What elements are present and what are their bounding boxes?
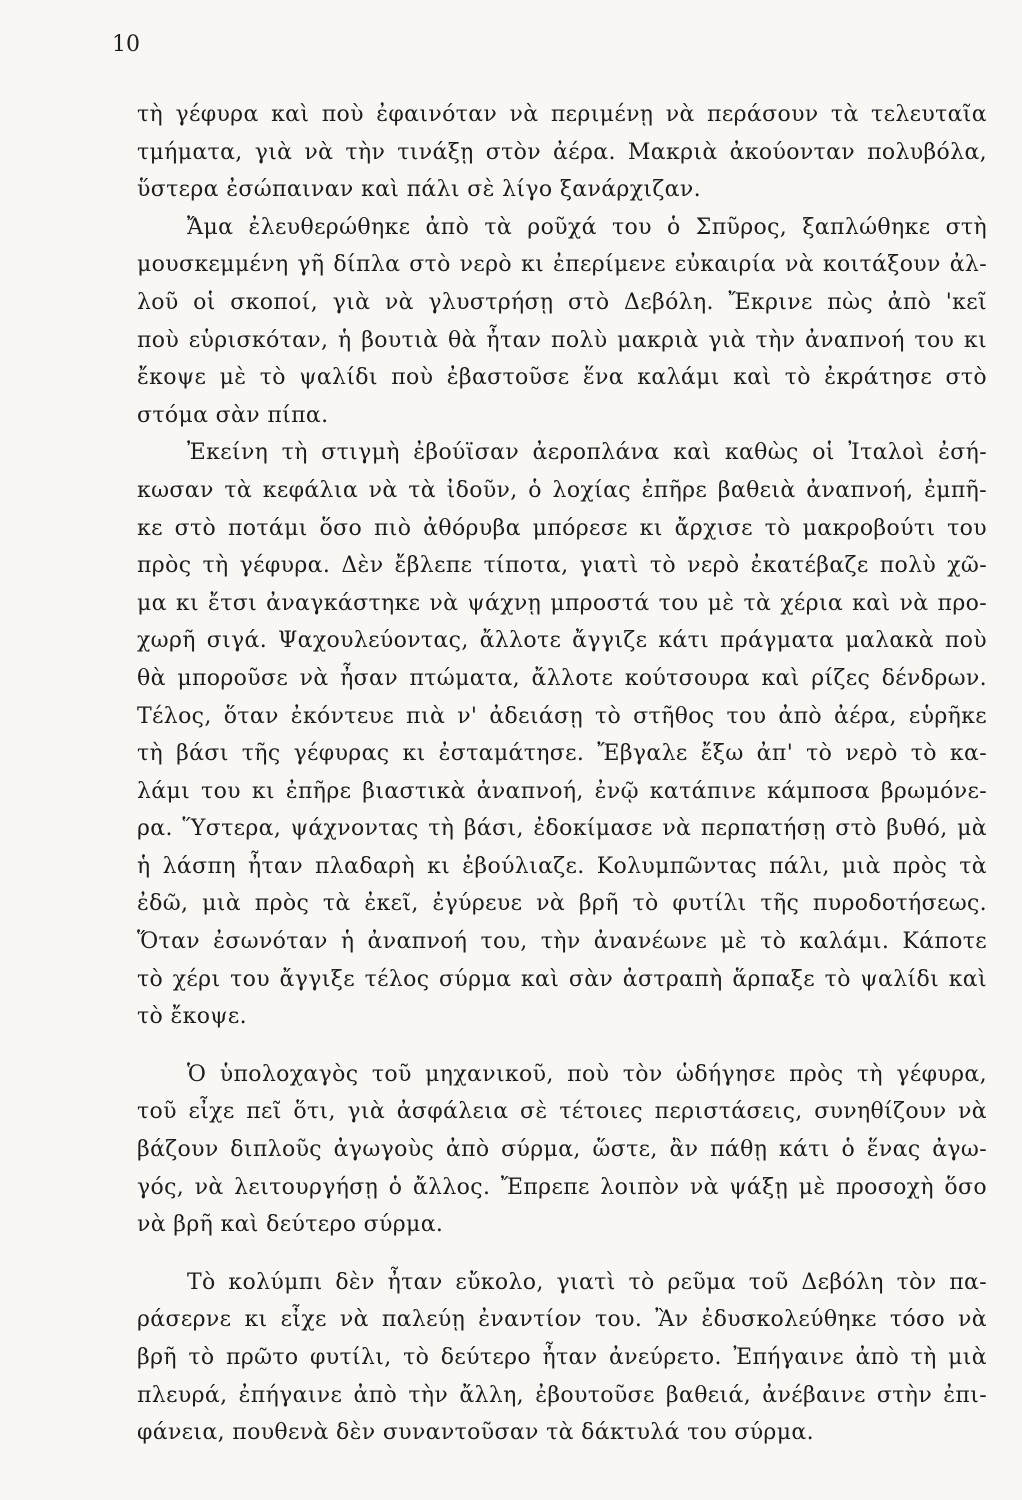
paragraph-gap <box>137 1244 987 1264</box>
paragraph <box>137 209 987 435</box>
paragraph <box>137 434 987 1036</box>
text-line: φάνεια, πουθενὰ δὲν συναντοῦσαν τὰ δάκτυλά του σύρμα. <box>137 1420 814 1446</box>
text-line: θὰ μποροῦσε νὰ ἦσαν πτώματα, ἄλλοτε κούτσουρα καὶ ρίζες δένδρων. <box>137 665 987 691</box>
text-line: τὸ ἔκοψε. <box>137 1004 248 1030</box>
text-line: λάμι του κι ἐπῆρε βιαστικὰ ἀναπνοή, ἐνῷ κατάπινε κάμποσα βρωμόνε- <box>137 778 987 804</box>
text-line: βάζουν διπλοῦς ἀγωγοὺς ἀπὸ σύρμα, ὥστε, ἂν πάθῃ κάτι ὁ ἕνας ἀγω- <box>137 1137 987 1163</box>
text-line: γός, νὰ λειτουργήσῃ ὁ ἄλλος. Ἔπρεπε λοιπὸν νὰ ψάξῃ μὲ προσοχὴ ὅσο <box>137 1174 987 1200</box>
paragraph <box>137 96 987 209</box>
text-line: Τὸ κολύμπι δὲν ἦταν εὔκολο, γιατὶ τὸ ρεῦμα τοῦ Δεβόλη τὸν πα- <box>187 1269 987 1295</box>
text-line: λοῦ οἱ σκοποί, γιὰ νὰ γλυστρήσῃ στὸ Δεβόλη. Ἔκρινε πὼς ἀπὸ 'κεῖ <box>137 289 987 315</box>
text-line: μουσκεμμένη γῆ δίπλα στὸ νερὸ κι ἐπερίμενε εὐκαιρία νὰ κοιτάξουν ἀλ- <box>137 252 987 278</box>
text-line: τὸ χέρι του ἄγγιξε τέλος σύρμα καὶ σὰν ἀστραπὴ ἅρπαξε τὸ ψαλίδι καὶ <box>137 966 987 992</box>
text-line: τὴ γέφυρα καὶ ποὺ ἐφαινόταν νὰ περιμένῃ νὰ περάσουν τὰ τελευταῖα <box>137 102 987 127</box>
text-line: μα κι ἔτσι ἀναγκάστηκε νὰ ψάχνῃ μπροστά του μὲ τὰ χέρια καὶ νὰ προ- <box>137 590 987 616</box>
paragraph-gap <box>137 1036 987 1056</box>
text-line: ἡ λάσπη ἦταν πλαδαρὴ κι ἐβούλιαζε. Κολυμπῶντας πάλι, μιὰ πρὸς τὰ <box>137 853 987 879</box>
text-line: ἔκοψε μὲ τὸ ψαλίδι ποὺ ἐβαστοῦσε ἕνα καλάμι καὶ τὸ ἐκράτησε στὸ <box>137 365 987 391</box>
text-line: Ὅταν ἐσωνόταν ἡ ἀναπνοή του, τὴν ἀνανέωνε μὲ τὸ καλάμι. Κάποτε <box>137 929 987 955</box>
page-number: 10 <box>112 32 140 57</box>
text-line: πρὸς τὴ γέφυρα. Δὲν ἔβλεπε τίποτα, γιατὶ τὸ νερὸ ἐκατέβαζε πολὺ χῶ- <box>137 553 987 579</box>
text-line: Τέλος, ὅταν ἐκόντευε πιὰ ν' ἀδειάσῃ τὸ στῆθος του ἀπὸ ἀέρα, εὑρῆκε <box>137 703 987 729</box>
text-line: ἐδῶ, μιὰ πρὸς τὰ ἐκεῖ, ἐγύρευε νὰ βρῆ τὸ φυτίλι τῆς πυροδοτήσεως. <box>137 891 987 917</box>
paragraph <box>137 1056 987 1244</box>
text-line: στόμα σὰν πίπα. <box>137 402 329 428</box>
text-line: ὕστερα ἐσώπαιναν καὶ πάλι σὲ λίγο ξανάρχιζαν. <box>137 177 701 203</box>
text-line: ράσερνε κι εἶχε νὰ παλεύῃ ἐναντίον του. Ἂν ἐδυσκολεύθηκε τόσο νὰ <box>137 1307 987 1333</box>
text-line: Ἄμα ἐλευθερώθηκε ἀπὸ τὰ ροῦχά του ὁ Σπῦρος, ξαπλώθηκε στὴ <box>187 214 987 240</box>
text-line: Ὁ ὑπολοχαγὸς τοῦ μηχανικοῦ, ποὺ τὸν ὡδήγησε πρὸς τὴ γέφυρα, <box>187 1061 987 1087</box>
text-line: πλευρά, ἐπήγαινε ἀπὸ τὴν ἄλλη, ἐβουτοῦσε βαθειά, ἀνέβαινε στὴν ἐπι- <box>137 1382 987 1408</box>
text-line: ποὺ εὑρισκόταν, ἡ βουτιὰ θὰ ἦταν πολὺ μακριὰ γιὰ τὴν ἀναπνοή του κι <box>137 327 987 353</box>
paragraph <box>137 1264 987 1452</box>
text-line: ρα. Ὕστερα, ψάχνοντας τὴ βάσι, ἐδοκίμασε νὰ περπατήσῃ στὸ βυθό, μὰ <box>137 816 987 842</box>
body-text <box>137 96 987 1452</box>
text-line: κωσαν τὰ κεφάλια νὰ τὰ ἰδοῦν, ὁ λοχίας ἐπῆρε βαθειὰ ἀναπνοή, ἐμπῆ- <box>137 477 987 503</box>
text-line: κε στὸ ποτάμι ὅσο πιὸ ἀθόρυβα μπόρεσε κι ἄρχισε τὸ μακροβούτι του <box>137 515 987 541</box>
text-line: Ἐκείνη τὴ στιγμὴ ἐβούϊσαν ἀεροπλάνα καὶ καθὼς οἱ Ἰταλοὶ ἐσή- <box>187 440 987 466</box>
text-line: χωρῆ σιγά. Ψαχουλεύοντας, ἄλλοτε ἄγγιζε κάτι πράγματα μαλακὰ ποὺ <box>137 628 987 654</box>
text-line: τοῦ εἶχε πεῖ ὅτι, γιὰ ἀσφάλεια σὲ τέτοιες περιστάσεις, συνηθίζουν νὰ <box>137 1099 987 1125</box>
text-line: νὰ βρῆ καὶ δεύτερο σύρμα. <box>137 1212 444 1238</box>
text-line: τμήματα, γιὰ νὰ τὴν τινάξῃ στὸν ἀέρα. Μακριὰ ἀκούονταν πολυβόλα, <box>137 139 987 165</box>
text-line: τὴ βάσι τῆς γέφυρας κι ἐσταμάτησε. Ἔβγαλε ἔξω ἀπ' τὸ νερὸ τὸ κα- <box>137 741 987 767</box>
text-line: βρῆ τὸ πρῶτο φυτίλι, τὸ δεύτερο ἦταν ἀνεύρετο. Ἐπήγαινε ἀπὸ τὴ μιὰ <box>137 1345 987 1370</box>
